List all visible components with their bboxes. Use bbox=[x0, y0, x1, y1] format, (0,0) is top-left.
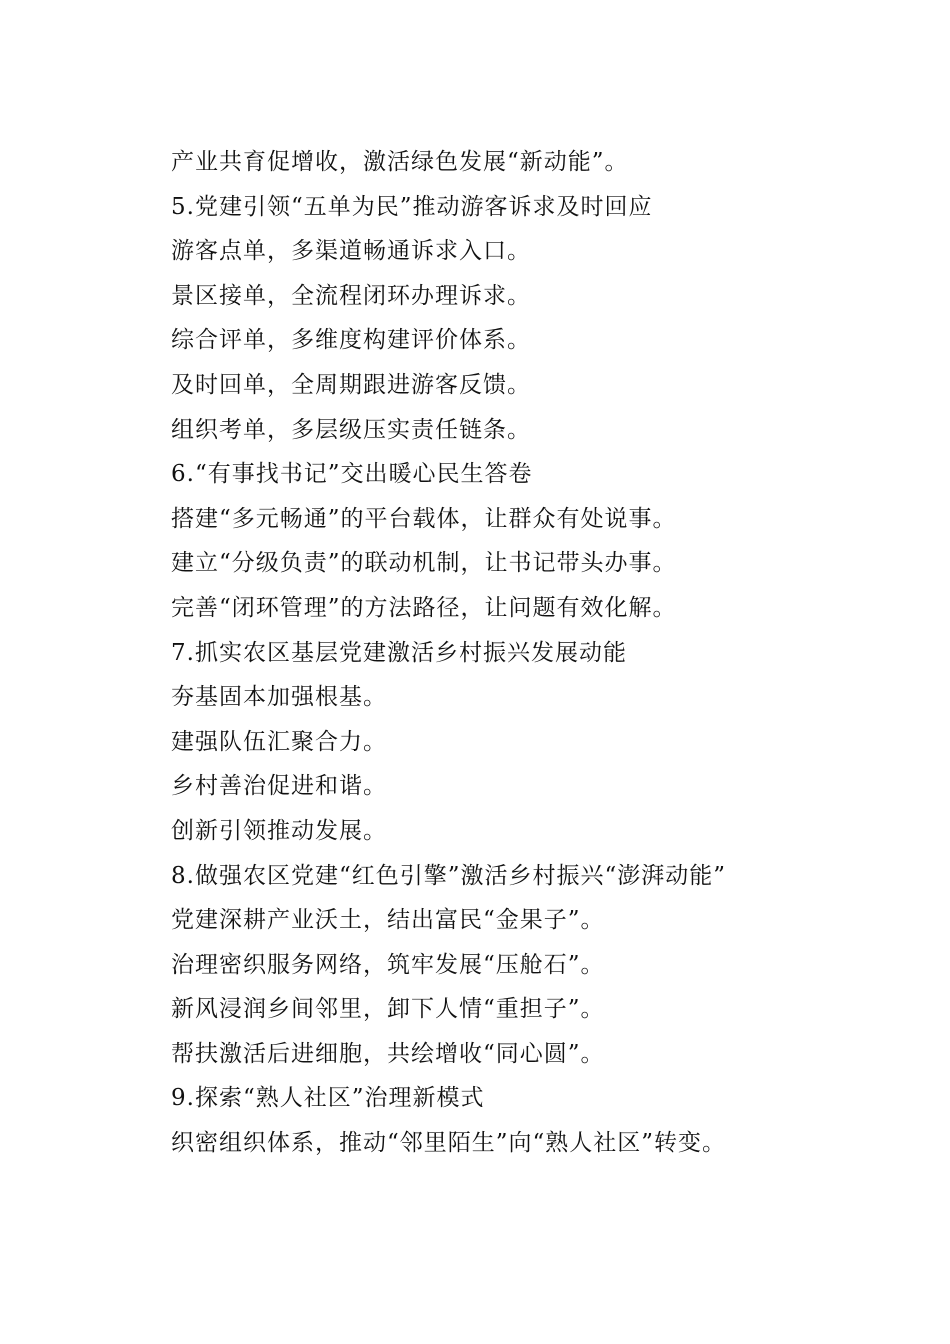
body-paragraph: 产业共育促增收，激活绿色发展“新动能”。 bbox=[171, 149, 629, 175]
body-paragraph: 建强队伍汇聚合力。 bbox=[171, 728, 387, 755]
body-paragraph: 景区接单，全流程闭环办理诉求。 bbox=[171, 282, 531, 309]
section-heading-9: 9.探索“熟人社区”治理新模式 bbox=[171, 1085, 485, 1112]
body-paragraph: 游客点单，多渠道畅通诉求入口。 bbox=[171, 238, 531, 265]
body-paragraph: 帮扶激活后进细胞，共绘增收“同心圆”。 bbox=[171, 1040, 605, 1067]
body-paragraph: 夯基固本加强根基。 bbox=[171, 684, 387, 711]
body-paragraph: 织密组织体系，推动“邻里陌生”向“熟人社区”转变。 bbox=[171, 1130, 727, 1157]
body-paragraph: 搭建“多元畅通”的平台载体，让群众有处说事。 bbox=[171, 505, 677, 532]
section-heading-7: 7.抓实农区基层党建激活乡村振兴发展动能 bbox=[171, 639, 627, 666]
body-paragraph: 党建深耕产业沃土，结出富民“金果子”。 bbox=[171, 907, 605, 934]
document-body bbox=[171, 140, 911, 1166]
body-paragraph: 组织考单，多层级压实责任链条。 bbox=[171, 416, 531, 443]
body-paragraph: 建立“分级负责”的联动机制，让书记带头办事。 bbox=[171, 550, 677, 577]
body-paragraph: 完善“闭环管理”的方法路径，让问题有效化解。 bbox=[171, 594, 677, 621]
body-paragraph: 创新引领推动发展。 bbox=[171, 817, 387, 844]
body-paragraph: 治理密织服务网络，筑牢发展“压舱石”。 bbox=[171, 951, 605, 978]
body-paragraph: 乡村善治促进和谐。 bbox=[171, 773, 387, 800]
body-paragraph: 新风浸润乡间邻里，卸下人情“重担子”。 bbox=[171, 996, 605, 1023]
section-heading-8: 8.做强农区党建“红色引擎”激活乡村振兴“澎湃动能” bbox=[171, 862, 726, 889]
body-paragraph: 及时回单，全周期跟进游客反馈。 bbox=[171, 371, 531, 398]
section-heading-6: 6.“有事找书记”交出暖心民生答卷 bbox=[171, 461, 533, 488]
body-paragraph: 综合评单，多维度构建评价体系。 bbox=[171, 327, 531, 354]
section-heading-5: 5.党建引领“五单为民”推动游客诉求及时回应 bbox=[171, 193, 653, 220]
